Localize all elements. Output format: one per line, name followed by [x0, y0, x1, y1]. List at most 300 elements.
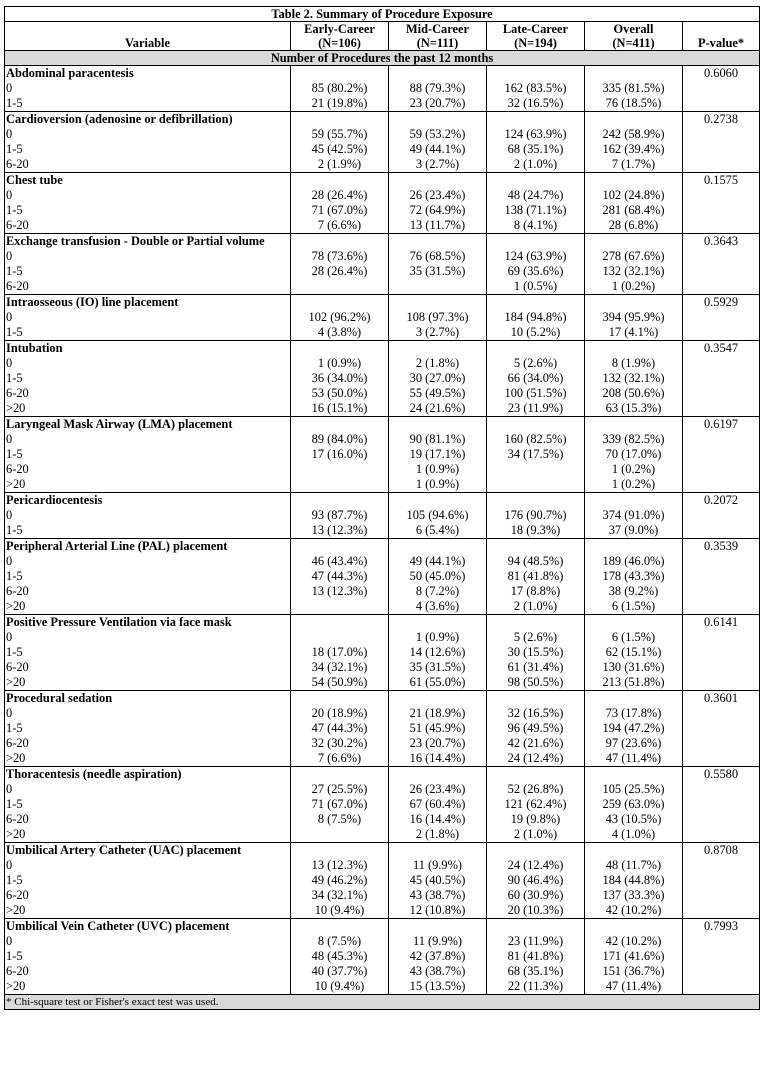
count-cell: 98 (50.5%)	[487, 675, 585, 691]
category-label: 1-5	[5, 523, 291, 539]
category-label: 0	[5, 81, 291, 96]
count-cell: 48 (45.3%)	[291, 949, 389, 964]
count-cell: 7 (6.6%)	[291, 218, 389, 234]
procedure-exposure-table	[4, 6, 760, 1010]
table-row	[5, 249, 760, 264]
count-cell: 17 (4.1%)	[585, 325, 683, 341]
empty-cell	[389, 919, 487, 935]
count-cell: 76 (18.5%)	[585, 96, 683, 112]
empty-cell	[291, 234, 389, 250]
count-cell: 102 (96.2%)	[291, 310, 389, 325]
count-cell: 213 (51.8%)	[585, 675, 683, 691]
count-cell: 71 (67.0%)	[291, 797, 389, 812]
category-label: 1-5	[5, 96, 291, 112]
table-row	[5, 706, 760, 721]
table-row	[5, 812, 760, 827]
count-cell: 178 (43.3%)	[585, 569, 683, 584]
category-label: 6-20	[5, 888, 291, 903]
procedure-group-header	[5, 234, 760, 250]
table-row	[5, 96, 760, 112]
category-label: 1-5	[5, 721, 291, 736]
count-cell: 38 (9.2%)	[585, 584, 683, 599]
empty-cell	[389, 417, 487, 433]
table-row	[5, 949, 760, 964]
count-cell: 2 (1.0%)	[487, 827, 585, 843]
count-cell: 1 (0.9%)	[389, 477, 487, 493]
empty-cell	[389, 112, 487, 128]
column-header-variable: Variable	[5, 22, 291, 51]
procedure-name: Positive Pressure Ventilation via face mask	[5, 615, 291, 631]
count-cell: 105 (25.5%)	[585, 782, 683, 797]
count-cell: 242 (58.9%)	[585, 127, 683, 142]
count-cell: 88 (79.3%)	[389, 81, 487, 96]
empty-cell	[585, 919, 683, 935]
count-cell: 32 (16.5%)	[487, 96, 585, 112]
table-row	[5, 127, 760, 142]
count-cell: 11 (9.9%)	[389, 934, 487, 949]
count-cell: 8 (7.5%)	[291, 934, 389, 949]
empty-cell	[585, 539, 683, 555]
count-cell: 23 (20.7%)	[389, 96, 487, 112]
count-cell: 7 (6.6%)	[291, 751, 389, 767]
count-cell: 1 (0.2%)	[585, 279, 683, 295]
count-cell: 42 (10.2%)	[585, 934, 683, 949]
p-value-cell: 0.6141	[683, 615, 760, 691]
procedure-name: Pericardiocentesis	[5, 493, 291, 509]
category-label: 1-5	[5, 645, 291, 660]
table-row	[5, 432, 760, 447]
count-cell: 59 (53.2%)	[389, 127, 487, 142]
count-cell: 71 (67.0%)	[291, 203, 389, 218]
empty-cell	[291, 417, 389, 433]
count-cell: 42 (37.8%)	[389, 949, 487, 964]
table-row	[5, 858, 760, 873]
p-value-cell: 0.8708	[683, 843, 760, 919]
count-cell: 93 (87.7%)	[291, 508, 389, 523]
count-cell: 35 (31.5%)	[389, 264, 487, 279]
count-cell: 2 (1.8%)	[389, 356, 487, 371]
empty-cell	[291, 691, 389, 707]
category-label: 0	[5, 432, 291, 447]
count-cell: 13 (12.3%)	[291, 584, 389, 599]
count-cell: 6 (1.5%)	[585, 630, 683, 645]
count-cell: 61 (55.0%)	[389, 675, 487, 691]
count-cell: 1 (0.9%)	[291, 356, 389, 371]
empty-cell	[291, 66, 389, 82]
table-row	[5, 81, 760, 96]
table-row	[5, 873, 760, 888]
procedure-group-header	[5, 173, 760, 189]
procedure-group-header	[5, 295, 760, 311]
count-cell: 66 (34.0%)	[487, 371, 585, 386]
count-cell: 26 (23.4%)	[389, 188, 487, 203]
count-cell: 132 (32.1%)	[585, 264, 683, 279]
count-cell: 259 (63.0%)	[585, 797, 683, 812]
procedure-name: Thoracentesis (needle aspiration)	[5, 767, 291, 783]
count-cell: 3 (2.7%)	[389, 157, 487, 173]
count-cell: 81 (41.8%)	[487, 949, 585, 964]
count-cell: 32 (30.2%)	[291, 736, 389, 751]
category-label: 0	[5, 934, 291, 949]
count-cell: 7 (1.7%)	[585, 157, 683, 173]
empty-cell	[487, 615, 585, 631]
count-cell: 13 (12.3%)	[291, 523, 389, 539]
count-cell: 6 (1.5%)	[585, 599, 683, 615]
count-cell: 28 (26.4%)	[291, 264, 389, 279]
count-cell: 47 (11.4%)	[585, 751, 683, 767]
count-cell: 94 (48.5%)	[487, 554, 585, 569]
count-cell: 15 (13.5%)	[389, 979, 487, 995]
count-cell: 85 (80.2%)	[291, 81, 389, 96]
count-cell: 45 (40.5%)	[389, 873, 487, 888]
count-cell: 130 (31.6%)	[585, 660, 683, 675]
count-cell: 34 (32.1%)	[291, 660, 389, 675]
empty-cell	[487, 173, 585, 189]
section-title: Number of Procedures the past 12 months	[5, 51, 760, 66]
count-cell: 34 (17.5%)	[487, 447, 585, 462]
table-row	[5, 797, 760, 812]
table-row	[5, 279, 760, 295]
count-cell: 47 (44.3%)	[291, 569, 389, 584]
empty-cell	[487, 417, 585, 433]
count-cell: 339 (82.5%)	[585, 432, 683, 447]
empty-cell	[487, 767, 585, 783]
count-cell: 53 (50.0%)	[291, 386, 389, 401]
category-label: 0	[5, 356, 291, 371]
count-cell: 47 (11.4%)	[585, 979, 683, 995]
procedure-name: Laryngeal Mask Airway (LMA) placement	[5, 417, 291, 433]
count-cell: 162 (39.4%)	[585, 142, 683, 157]
count-cell: 8 (4.1%)	[487, 218, 585, 234]
procedure-name: Procedural sedation	[5, 691, 291, 707]
count-cell: 28 (6.8%)	[585, 218, 683, 234]
empty-cell	[585, 493, 683, 509]
procedure-group-header	[5, 417, 760, 433]
count-cell: 42 (21.6%)	[487, 736, 585, 751]
count-cell: 17 (8.8%)	[487, 584, 585, 599]
p-value-cell: 0.6197	[683, 417, 760, 493]
count-cell	[487, 477, 585, 493]
count-cell: 8 (7.2%)	[389, 584, 487, 599]
count-cell: 36 (34.0%)	[291, 371, 389, 386]
count-cell: 8 (7.5%)	[291, 812, 389, 827]
count-cell: 137 (33.3%)	[585, 888, 683, 903]
table-row	[5, 401, 760, 417]
count-cell: 1 (0.5%)	[487, 279, 585, 295]
procedure-name: Exchange transfusion - Double or Partial volume	[5, 234, 291, 250]
count-cell: 162 (83.5%)	[487, 81, 585, 96]
count-cell	[291, 599, 389, 615]
empty-cell	[389, 234, 487, 250]
count-cell: 121 (62.4%)	[487, 797, 585, 812]
count-cell	[291, 630, 389, 645]
category-label: 6-20	[5, 660, 291, 675]
procedure-name: Umbilical Artery Catheter (UAC) placement	[5, 843, 291, 859]
table-row	[5, 325, 760, 341]
table-row	[5, 903, 760, 919]
category-label: 0	[5, 127, 291, 142]
procedure-name: Umbilical Vein Catheter (UVC) placement	[5, 919, 291, 935]
table-row	[5, 554, 760, 569]
empty-cell	[389, 615, 487, 631]
count-cell: 28 (26.4%)	[291, 188, 389, 203]
count-cell: 4 (3.6%)	[389, 599, 487, 615]
category-label: 6-20	[5, 218, 291, 234]
count-cell: 176 (90.7%)	[487, 508, 585, 523]
count-cell	[389, 279, 487, 295]
count-cell: 30 (27.0%)	[389, 371, 487, 386]
count-cell	[291, 279, 389, 295]
count-cell: 2 (1.8%)	[389, 827, 487, 843]
empty-cell	[487, 66, 585, 82]
empty-cell	[291, 341, 389, 357]
p-value-cell: 0.1575	[683, 173, 760, 234]
count-cell: 43 (38.7%)	[389, 964, 487, 979]
category-label: 0	[5, 706, 291, 721]
count-cell: 24 (12.4%)	[487, 858, 585, 873]
count-cell: 21 (19.8%)	[291, 96, 389, 112]
table-row	[5, 782, 760, 797]
category-label: 1-5	[5, 873, 291, 888]
p-value-cell: 0.2072	[683, 493, 760, 539]
empty-cell	[291, 112, 389, 128]
procedure-name: Chest tube	[5, 173, 291, 189]
empty-cell	[487, 234, 585, 250]
category-label: >20	[5, 903, 291, 919]
procedure-name: Cardioversion (adenosine or defibrillation)	[5, 112, 291, 128]
count-cell: 61 (31.4%)	[487, 660, 585, 675]
table-container	[4, 6, 759, 1010]
column-header-mid-career: Mid-Career (N=111)	[389, 22, 487, 51]
table-title: Table 2. Summary of Procedure Exposure	[5, 7, 760, 22]
empty-cell	[585, 691, 683, 707]
count-cell: 16 (14.4%)	[389, 812, 487, 827]
empty-cell	[291, 919, 389, 935]
count-cell: 6 (5.4%)	[389, 523, 487, 539]
count-cell: 43 (38.7%)	[389, 888, 487, 903]
count-cell: 67 (60.4%)	[389, 797, 487, 812]
count-cell: 374 (91.0%)	[585, 508, 683, 523]
count-cell: 108 (97.3%)	[389, 310, 487, 325]
count-cell	[487, 462, 585, 477]
count-cell: 11 (9.9%)	[389, 858, 487, 873]
p-value-cell: 0.5929	[683, 295, 760, 341]
empty-cell	[487, 919, 585, 935]
column-header-p-value: P-value*	[683, 22, 760, 51]
table-row	[5, 645, 760, 660]
count-cell: 19 (9.8%)	[487, 812, 585, 827]
count-cell: 22 (11.3%)	[487, 979, 585, 995]
count-cell: 89 (84.0%)	[291, 432, 389, 447]
count-cell: 18 (9.3%)	[487, 523, 585, 539]
count-cell: 49 (44.1%)	[389, 554, 487, 569]
table-footnote: * Chi-square test or Fisher's exact test was used.	[5, 995, 760, 1010]
count-cell	[291, 827, 389, 843]
count-cell: 4 (3.8%)	[291, 325, 389, 341]
count-cell: 20 (10.3%)	[487, 903, 585, 919]
category-label: >20	[5, 827, 291, 843]
count-cell: 100 (51.5%)	[487, 386, 585, 401]
category-label: >20	[5, 599, 291, 615]
count-cell: 78 (73.6%)	[291, 249, 389, 264]
column-header-row	[5, 22, 760, 51]
procedure-group-header	[5, 493, 760, 509]
count-cell: 50 (45.0%)	[389, 569, 487, 584]
empty-cell	[585, 112, 683, 128]
category-label: 0	[5, 858, 291, 873]
count-cell: 105 (94.6%)	[389, 508, 487, 523]
column-header-late-career: Late-Career (N=194)	[487, 22, 585, 51]
p-value-cell: 0.6060	[683, 66, 760, 112]
empty-cell	[487, 295, 585, 311]
empty-cell	[585, 234, 683, 250]
count-cell: 60 (30.9%)	[487, 888, 585, 903]
table-row	[5, 934, 760, 949]
count-cell: 2 (1.0%)	[487, 599, 585, 615]
table-row	[5, 964, 760, 979]
count-cell: 40 (37.7%)	[291, 964, 389, 979]
count-cell: 30 (15.5%)	[487, 645, 585, 660]
table-row	[5, 736, 760, 751]
column-header-early-career: Early-Career (N=106)	[291, 22, 389, 51]
category-label: 6-20	[5, 736, 291, 751]
empty-cell	[389, 66, 487, 82]
empty-cell	[585, 417, 683, 433]
table-row	[5, 462, 760, 477]
procedure-group-header	[5, 691, 760, 707]
count-cell: 18 (17.0%)	[291, 645, 389, 660]
procedure-group-header	[5, 539, 760, 555]
count-cell: 335 (81.5%)	[585, 81, 683, 96]
category-label: 6-20	[5, 584, 291, 599]
count-cell: 23 (11.9%)	[487, 934, 585, 949]
count-cell: 124 (63.9%)	[487, 127, 585, 142]
empty-cell	[585, 767, 683, 783]
empty-cell	[291, 173, 389, 189]
table-row	[5, 675, 760, 691]
count-cell: 394 (95.9%)	[585, 310, 683, 325]
empty-cell	[585, 615, 683, 631]
table-row	[5, 447, 760, 462]
empty-cell	[585, 66, 683, 82]
count-cell: 8 (1.9%)	[585, 356, 683, 371]
table-body	[5, 66, 760, 995]
table-row	[5, 371, 760, 386]
category-label: 0	[5, 310, 291, 325]
count-cell: 171 (41.6%)	[585, 949, 683, 964]
count-cell: 184 (44.8%)	[585, 873, 683, 888]
table-row	[5, 630, 760, 645]
category-label: 1-5	[5, 797, 291, 812]
count-cell: 24 (12.4%)	[487, 751, 585, 767]
p-value-cell: 0.7993	[683, 919, 760, 995]
procedure-group-header	[5, 767, 760, 783]
table-row	[5, 508, 760, 523]
count-cell: 37 (9.0%)	[585, 523, 683, 539]
empty-cell	[585, 341, 683, 357]
category-label: 0	[5, 249, 291, 264]
count-cell: 281 (68.4%)	[585, 203, 683, 218]
count-cell: 81 (41.8%)	[487, 569, 585, 584]
category-label: 1-5	[5, 325, 291, 341]
count-cell: 62 (15.1%)	[585, 645, 683, 660]
count-cell: 124 (63.9%)	[487, 249, 585, 264]
count-cell: 55 (49.5%)	[389, 386, 487, 401]
count-cell: 72 (64.9%)	[389, 203, 487, 218]
count-cell: 10 (5.2%)	[487, 325, 585, 341]
count-cell: 2 (1.9%)	[291, 157, 389, 173]
empty-cell	[291, 615, 389, 631]
count-cell: 151 (36.7%)	[585, 964, 683, 979]
procedure-group-header	[5, 615, 760, 631]
count-cell: 59 (55.7%)	[291, 127, 389, 142]
count-cell: 54 (50.9%)	[291, 675, 389, 691]
column-header-overall: Overall (N=411)	[585, 22, 683, 51]
count-cell: 16 (14.4%)	[389, 751, 487, 767]
p-value-cell: 0.5580	[683, 767, 760, 843]
count-cell: 5 (2.6%)	[487, 630, 585, 645]
count-cell: 63 (15.3%)	[585, 401, 683, 417]
category-label: 1-5	[5, 264, 291, 279]
table-row	[5, 599, 760, 615]
table-row	[5, 569, 760, 584]
count-cell: 138 (71.1%)	[487, 203, 585, 218]
count-cell: 13 (11.7%)	[389, 218, 487, 234]
count-cell: 52 (26.8%)	[487, 782, 585, 797]
p-value-cell: 0.2738	[683, 112, 760, 173]
category-label: 1-5	[5, 569, 291, 584]
empty-cell	[389, 767, 487, 783]
count-cell: 69 (35.6%)	[487, 264, 585, 279]
category-label: 6-20	[5, 386, 291, 401]
category-label: 6-20	[5, 964, 291, 979]
empty-cell	[291, 295, 389, 311]
count-cell: 35 (31.5%)	[389, 660, 487, 675]
table-row	[5, 264, 760, 279]
count-cell	[291, 477, 389, 493]
table-row	[5, 310, 760, 325]
procedure-name: Intubation	[5, 341, 291, 357]
table-row	[5, 157, 760, 173]
count-cell	[291, 462, 389, 477]
count-cell: 194 (47.2%)	[585, 721, 683, 736]
category-label: >20	[5, 675, 291, 691]
table-row	[5, 827, 760, 843]
category-label: >20	[5, 751, 291, 767]
table-row	[5, 523, 760, 539]
category-label: >20	[5, 401, 291, 417]
table-row	[5, 203, 760, 218]
count-cell: 96 (49.5%)	[487, 721, 585, 736]
empty-cell	[585, 173, 683, 189]
count-cell: 21 (18.9%)	[389, 706, 487, 721]
table-row	[5, 979, 760, 995]
table-row	[5, 477, 760, 493]
table-row	[5, 584, 760, 599]
category-label: 1-5	[5, 949, 291, 964]
empty-cell	[487, 493, 585, 509]
category-label: 6-20	[5, 462, 291, 477]
table-row	[5, 660, 760, 675]
count-cell: 47 (44.3%)	[291, 721, 389, 736]
empty-cell	[291, 767, 389, 783]
procedure-name: Peripheral Arterial Line (PAL) placement	[5, 539, 291, 555]
procedure-group-header	[5, 66, 760, 82]
count-cell: 76 (68.5%)	[389, 249, 487, 264]
count-cell: 13 (12.3%)	[291, 858, 389, 873]
count-cell: 12 (10.8%)	[389, 903, 487, 919]
count-cell: 97 (23.6%)	[585, 736, 683, 751]
